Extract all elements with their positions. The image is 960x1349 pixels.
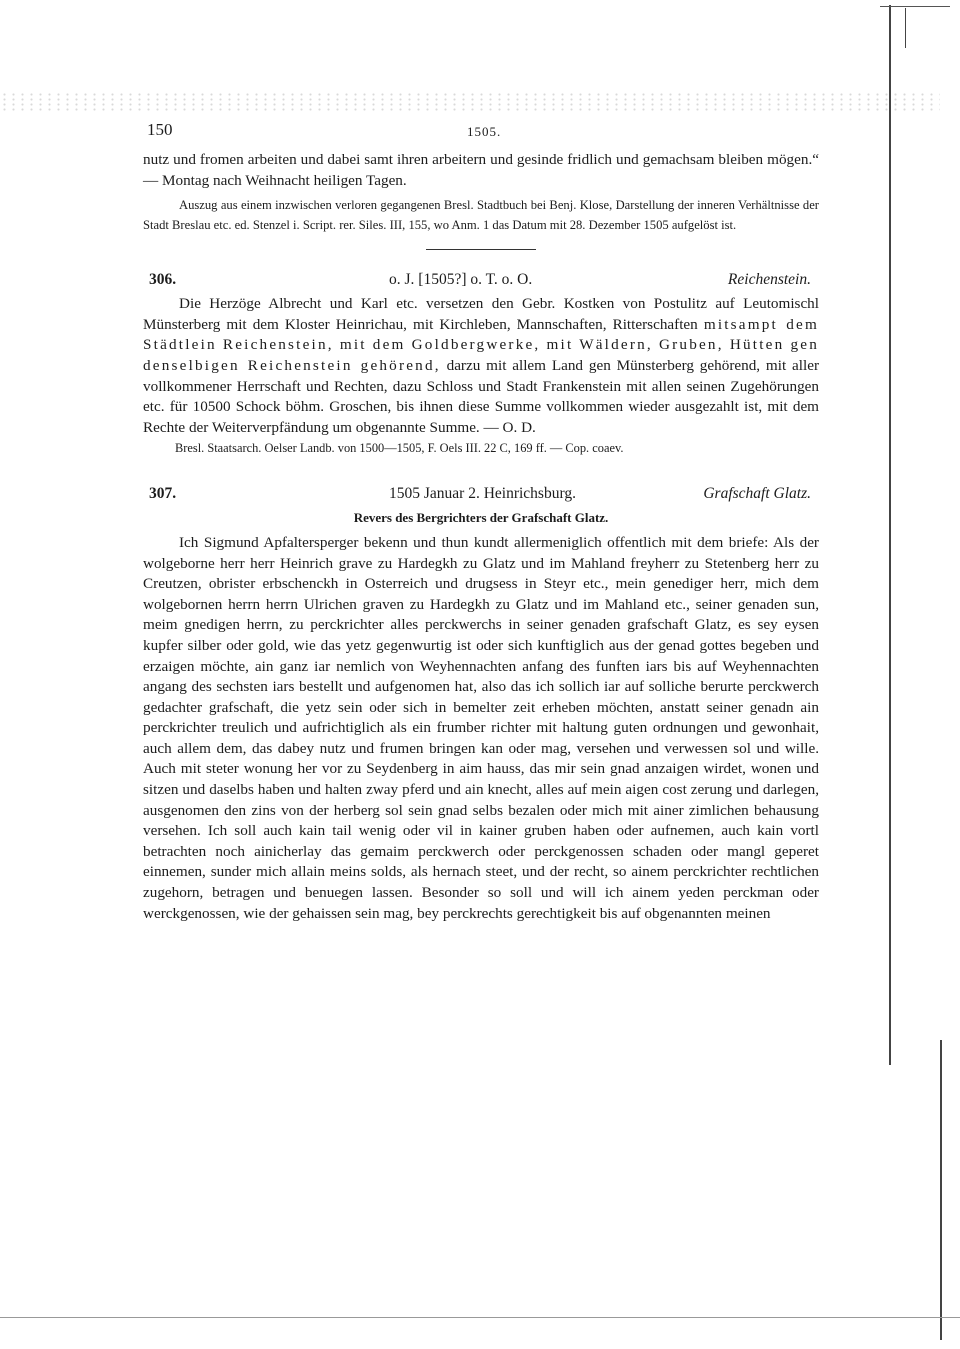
- running-head: [143, 120, 819, 150]
- doc-307-subtitle: Revers des Bergrichters der Grafschaft Glatz.: [353, 510, 609, 526]
- page-number: 150: [147, 120, 173, 139]
- scan-noise: [0, 92, 940, 112]
- doc-place: Reichenstein.: [727, 271, 811, 289]
- doc-date: o. J. [1505?] o. T. o. O.: [389, 271, 533, 289]
- doc-number: 306.: [149, 271, 177, 289]
- running-head-year: 1505.: [467, 124, 502, 139]
- scan-edge-line: [940, 1040, 942, 1340]
- intro-text: nutz und fromen arbeiten und dabei samt ihren arbeitern und gesinde fridlich und gemachsam bleiben mögen.“ — Montag nach Weihnacht heiligen Tagen.: [143, 151, 819, 189]
- scan-edge-line: [889, 5, 891, 1065]
- doc-307-body: Ich Sigmund Apfaltersperger bekenn und thun kundt allermeniglich offentlich mit dem briefe: Als der wolgeborne herr herr Heinrich grave zu Hardegkh zu Glatz und im Mahland freyherr zu Stetenberg herr zu Creutzen, obrister erbschenckh in Osterreich und drugsess in Steyr etc., mein genediger herr, mich dem wolgebornen herrn herrn Ulrichen graven zu Hardegkh zu Glatz und im Mahland etc., seiner genaden sun, meim gnedigen herrn, zu perckrichter alles perckwerchs in seiner genaden grafschaft Glatz, es sey eysen kupfer silber oder gold, wie das yetz gegenwurtig ist oder sich kunftiglich aus der genad gottes begeben und erzaigen möchte, ain ganz iar nemlich von Weyhennachten anfang des funften iars bis auf Weyhennachten angang des sechsten iars bestellt und aufgenomen hat, also das ich sollich iar auf solliche berurte perckwerch gedachter grafschaft, die yetz sein oder sich in bemelter zeit erheben möchten, anstatt seiner genadn ain perckrichter treulich und aufrichtiglich als ein frumber richter mit haltung guten ordnungen und gewonhait, auch allem dem, das dabey nutz und frumen bringen kan oder mag, versehen und verwessen sol und wille. Auch mit steter wonung her vor zu Seydenberg in aim hauss, das mir sein gnad anzaigen wirdet, wonen und sitzen und daselbs haben und halten zway pferd und ain knecht, alles auf mein aigen cost zerung und darlegen, ausgenomen den zins von der herberg sol sein gnad selbs bezalen oder mich mit ainer zimlichen behausung versehen. Ich soll auch kain tail wenig oder vil in kainer gruben haben oder aufnemen, auch kain vortl betrachten noch ainicherlay das gemaim perckwerch oder perckgenossen schaden oder mangl geperet einnemen, sunder mich allain meins solds, als hernach steet, und der recht, so ainem perckrichter rechtlichen zugehorn, betragen und benuegen lassen. Besonder so soll und will ich ainem yeden perckman oder werckgenossen, wie der gehaissen sein mag, bey perckrechts gerechtigkeit bis auf obgenannten meinen: [143, 533, 819, 922]
- doc-date: 1505 Januar 2. Heinrichsburg.: [389, 485, 576, 503]
- doc-306-body-spaced: mitsampt dem Städtlein Reichenstein, mit dem Goldbergwerke, mit Wäldern, Gruben, Hütten gen denselbigen Reichenstein gehörend,: [143, 315, 819, 374]
- separator-rule: [426, 249, 536, 250]
- doc-number: 307.: [149, 485, 177, 503]
- doc-306-source: Bresl. Staatsarch. Oelser Landb. von 1500—1505, F. Oels III. 22 C, 169 ff. — Cop. coaev.: [175, 441, 624, 456]
- doc-306-body-b: darzu mit allem Land gen Münsterberg gehörend, mit aller vollkommener Herrschaft und Rechten, dazu Schloss und Stadt Frankenstein mit allen seinen Zugehörungen etc. für 10500 Schock böhm. Groschen, bis ihnen diese Summe vollkommen wieder ausgezahlt ist, mit dem Rechte der Weiterverpfändung um obgenannte Summe. — O. D.: [143, 356, 819, 436]
- doc-306-body-a: Die Herzöge Albrecht und Karl etc. versetzen den Gebr. Kostken von Postulitz auf Leutomischl Münsterberg mit dem Kloster Heinrichau, mit Kirchleben, Mannschaften, Ritterschaften: [143, 295, 819, 333]
- doc-306-header: [143, 270, 819, 294]
- intro-note: Auszug aus einem inzwischen verloren gegangenen Bresl. Stadtbuch bei Benj. Klose, Darstellung der inneren Verhältnisse der Stadt Breslau etc. ed. Stenzel i. Script. rer. Siles. III, 155, wo Anm. 1 das Datum mit 28. Dezember 1505 aufgelöst ist.: [143, 198, 819, 233]
- scan-edge-line: [880, 6, 950, 7]
- scan-bottom-line: [0, 1317, 960, 1318]
- doc-place: Grafschaft Glatz.: [703, 485, 811, 503]
- scan-edge-line: [905, 8, 906, 48]
- doc-307-header: [143, 484, 819, 508]
- document-page: [143, 120, 819, 924]
- doc-306-body: [143, 294, 819, 438]
